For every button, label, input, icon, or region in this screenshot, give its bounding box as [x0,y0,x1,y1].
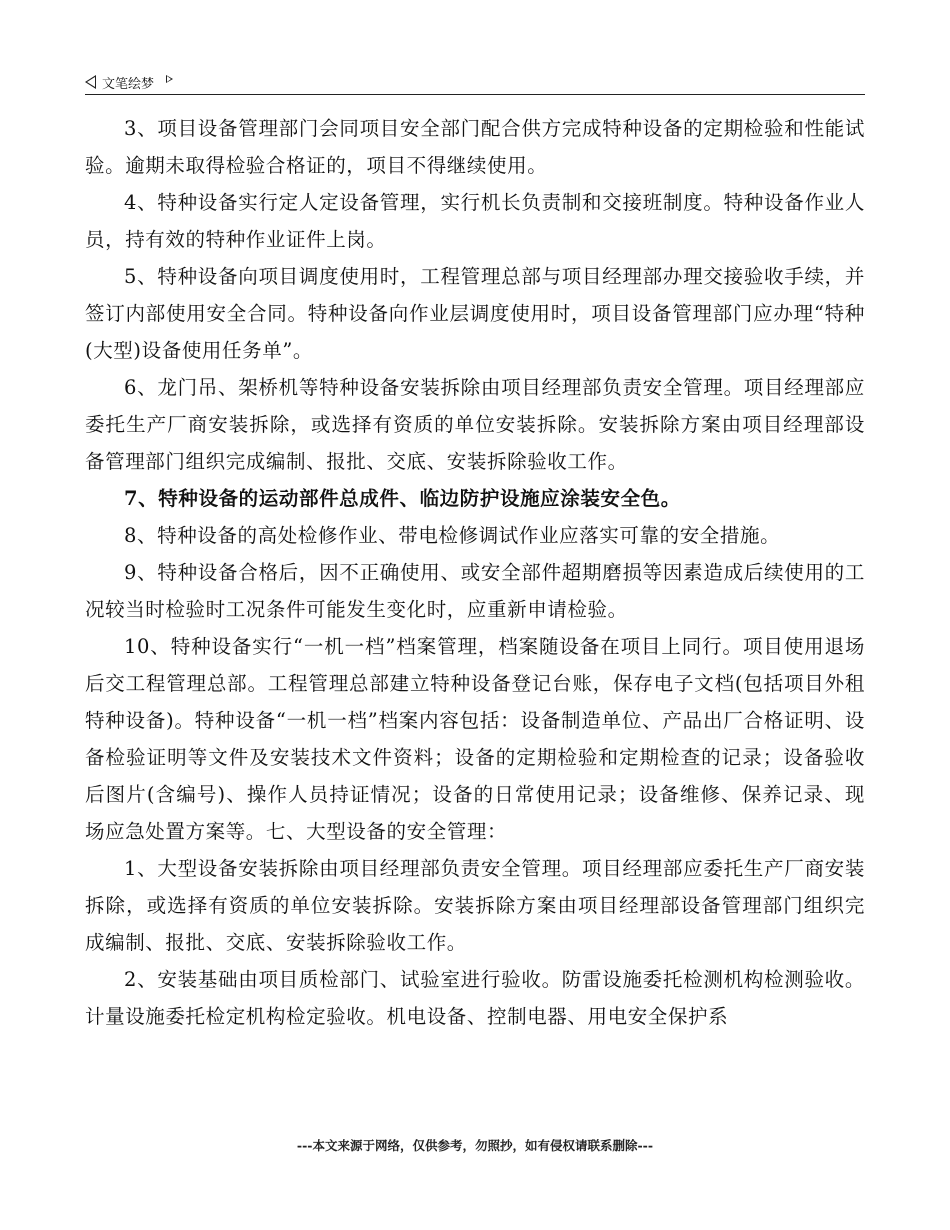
header-brand: 文笔绘梦 [102,76,155,92]
paragraph-item-10: 10、特种设备实行“一机一档”档案管理，档案随设备在项目上同行。项目使用退场后交工程管理总部。工程管理总部建立特种设备登记台账，保存电子文档(包括项目外租特种设备)。特种设备“一机一档”档案内容包括：设备制造单位、产品出厂合格证明、设备检验证明等文件及安装技术文件资料；设备的定期检验和定期检查的记录；设备验收后图片(含编号)、操作人员持证情况；设备的日常使用记录；设备维修、保养记录、现场应急处置方案等。七、大型设备的安全管理： [85,635,865,843]
triangle-left-icon [85,75,96,89]
document-body [85,110,865,1035]
paragraph-item-3: 3、项目设备管理部门会同项目安全部门配合供方完成特种设备的定期检验和性能试验。逾期未取得检验合格证的，项目不得继续使用。 [85,117,865,177]
paragraph-item-4: 4、特种设备实行定人定设备管理，实行机长负责制和交接班制度。特种设备作业人员，持有效的特种作业证件上岗。 [85,191,865,251]
paragraph-large-equipment-2: 2、安装基础由项目质检部门、试验室进行验收。防雷设施委托检测机构检测验收。计量设施委托检定机构检定验收。机电设备、控制电器、用电安全保护系 [85,968,865,1028]
triangle-right-icon [166,75,173,83]
page-header [85,70,865,95]
paragraph-item-8: 8、特种设备的高处检修作业、带电检修调试作业应落实可靠的安全措施。 [124,524,781,547]
paragraph-item-7: 7、特种设备的运动部件总成件、临边防护设施应涂装安全色。 [124,487,681,510]
paragraph-large-equipment-1: 1、大型设备安装拆除由项目经理部负责安全管理。项目经理部应委托生产厂商安装拆除，或选择有资质的单位安装拆除。安装拆除方案由项目经理部设备管理部门组织完成编制、报批、交底、安装拆除验收工作。 [85,857,865,954]
paragraph-item-6: 6、龙门吊、架桥机等特种设备安装拆除由项目经理部负责安全管理。项目经理部应委托生产厂商安装拆除，或选择有资质的单位安装拆除。安装拆除方案由项目经理部设备管理部门组织完成编制、报批、交底、安装拆除验收工作。 [85,376,865,473]
page-footer: ---本文来源于网络，仅供参考，勿照抄，如有侵权请联系删除--- [296,1138,654,1153]
paragraph-item-5: 5、特种设备向项目调度使用时，工程管理总部与项目经理部办理交接验收手续，并签订内部使用安全合同。特种设备向作业层调度使用时，项目设备管理部门应办理“特种(大型)设备使用任务单”。 [85,265,865,362]
paragraph-item-9: 9、特种设备合格后，因不正确使用、或安全部件超期磨损等因素造成后续使用的工况较当时检验时工况条件可能发生变化时，应重新申请检验。 [85,561,865,621]
